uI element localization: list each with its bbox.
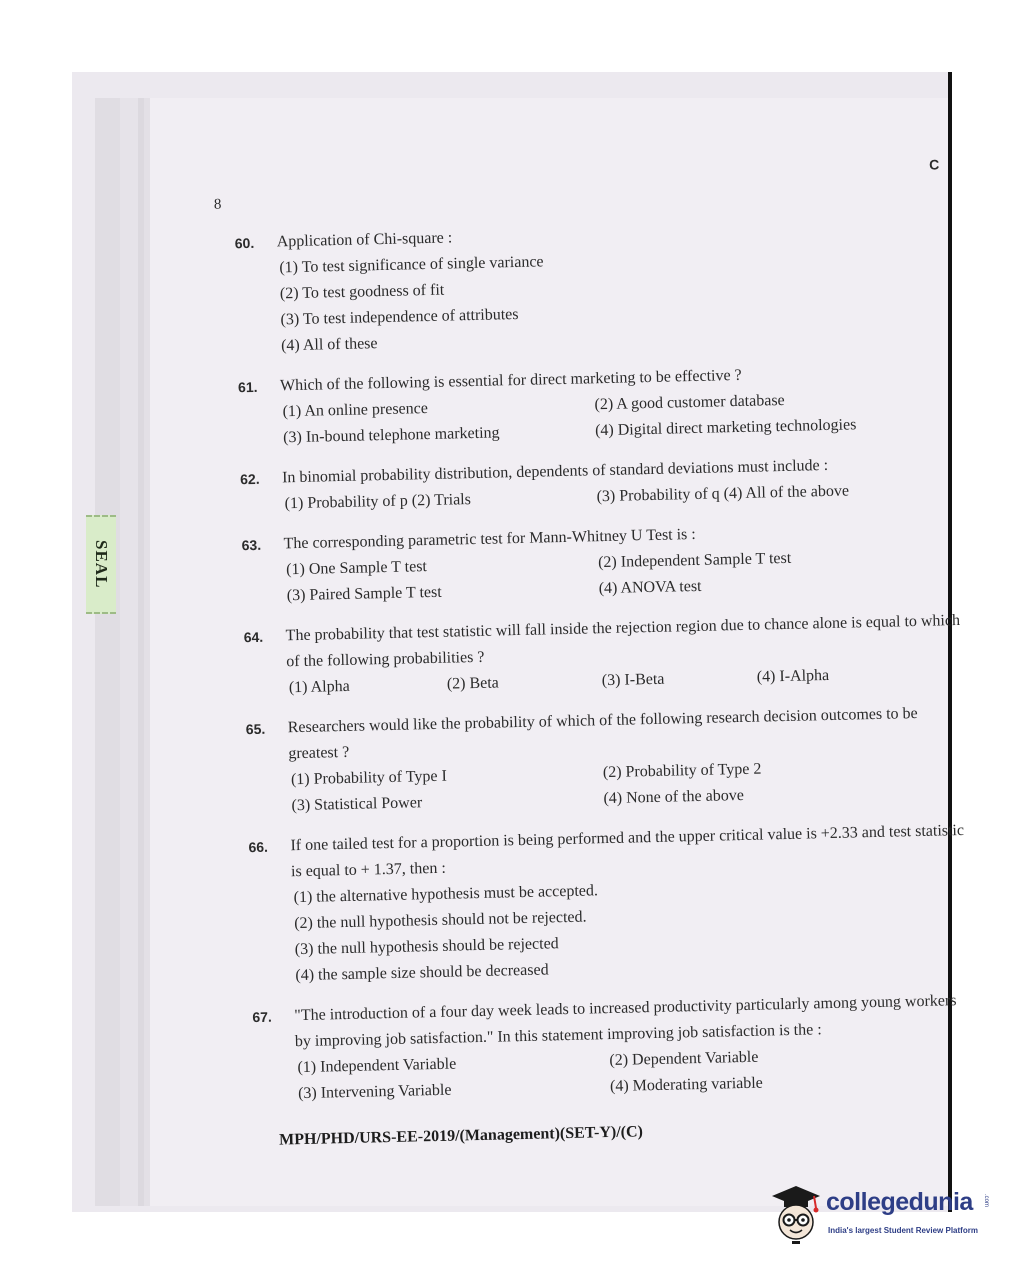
option: (4) I-Alpha	[756, 666, 830, 686]
question-number: 67.	[252, 1008, 272, 1026]
option: (2) the null hypothesis should not be rejected.	[294, 908, 587, 933]
brand-suffix: .com	[983, 1194, 989, 1208]
question-66	[248, 818, 971, 990]
option: (3) In-bound telephone marketing	[283, 424, 500, 447]
question-number: 63.	[241, 536, 262, 554]
question-62	[240, 450, 961, 518]
paper-code-footer: MPH/PHD/URS-EE-2019/(Management)(SET-Y)/(C)	[278, 1123, 644, 1149]
option: (2) A good customer database	[594, 391, 785, 414]
option: (1) Probability of Type I	[290, 767, 448, 789]
option: (4) Digital direct marketing technologies	[594, 416, 857, 440]
option: (3) Paired Sample T test	[286, 583, 442, 605]
option: (1) Alpha	[288, 677, 350, 697]
collegedunia-watermark	[770, 1180, 1010, 1260]
brand-tagline: India's largest Student Review Platform	[828, 1226, 978, 1235]
option: (3) To test independence of attributes	[280, 305, 519, 329]
question-text: Which of the following is essential for direct marketing to be effective ?	[279, 366, 742, 395]
option: (4) the sample size should be decreased	[295, 961, 549, 985]
option: (2) Independent Sample T test	[597, 549, 792, 572]
option: (1) Probability of p (2) Trials	[284, 491, 472, 513]
set-code: C	[928, 156, 940, 173]
seal-label: SEAL	[92, 540, 111, 589]
question-text: Application of Chi-square :	[276, 229, 453, 251]
option: (3) the null hypothesis should be rejected	[294, 935, 559, 959]
question-list	[234, 214, 974, 1122]
option: (3) Probability of q (4) All of the above	[596, 482, 850, 506]
question-number: 61.	[237, 378, 258, 396]
option: (2) Dependent Variable	[609, 1048, 759, 1070]
option: (2) Probability of Type 2	[602, 760, 762, 782]
question-text: "The introduction of a four day week leads to increased productivity particularly among young workers by improving job satisfaction." In this statement improving job satisfaction is the :	[294, 992, 957, 1051]
question-text: Researchers would like the probability of which of the following research decision outcomes to be greatest ?	[287, 704, 918, 763]
option: (4) ANOVA test	[598, 577, 702, 598]
option: (1) To test significance of single variance	[279, 253, 544, 277]
question-65	[246, 700, 968, 820]
brand-name: collegedunia	[826, 1188, 973, 1216]
option: (4) All of these	[280, 335, 378, 355]
option: (4) Moderating variable	[609, 1074, 763, 1096]
question-67	[252, 988, 974, 1108]
option: (1) An online presence	[282, 400, 429, 421]
option: (2) Beta	[446, 674, 500, 693]
option: (3) Statistical Power	[291, 794, 423, 815]
question-number: 65.	[245, 720, 266, 738]
options	[293, 870, 971, 989]
option: (4) None of the above	[603, 786, 745, 808]
option: (1) the alternative hypothesis must be accepted.	[293, 882, 599, 907]
question-number: 62.	[239, 470, 260, 488]
option: (2) To test goodness of fit	[279, 281, 445, 303]
question-text: In binomial probability distribution, dependents of standard deviations must include :	[281, 456, 829, 487]
question-text: The probability that test statistic will fall inside the rejection region due to chance alone is equal to which of the following probabilities ?	[285, 611, 961, 671]
question-text: If one tailed test for a proportion is being performed and the upper critical value is +2.33 and test statistic is equal to + 1.37, then :	[290, 821, 965, 881]
question-61	[238, 358, 960, 452]
question-number: 66.	[248, 838, 269, 856]
page-number: 8	[213, 196, 222, 213]
question-number: 64.	[243, 628, 264, 646]
question-number: 60.	[234, 234, 255, 252]
seal-strip	[86, 515, 116, 614]
option: (1) One Sample T test	[286, 558, 428, 579]
question-text: The corresponding parametric test for Mann-Whitney U Test is :	[283, 525, 696, 553]
options	[279, 240, 957, 359]
question-63	[241, 516, 963, 610]
option: (1) Independent Variable	[297, 1055, 457, 1077]
question-64	[243, 608, 965, 702]
option: (3) I-Beta	[601, 670, 665, 690]
option: (3) Intervening Variable	[297, 1081, 452, 1103]
question-60	[234, 214, 957, 360]
mascot-icon	[770, 1184, 822, 1246]
